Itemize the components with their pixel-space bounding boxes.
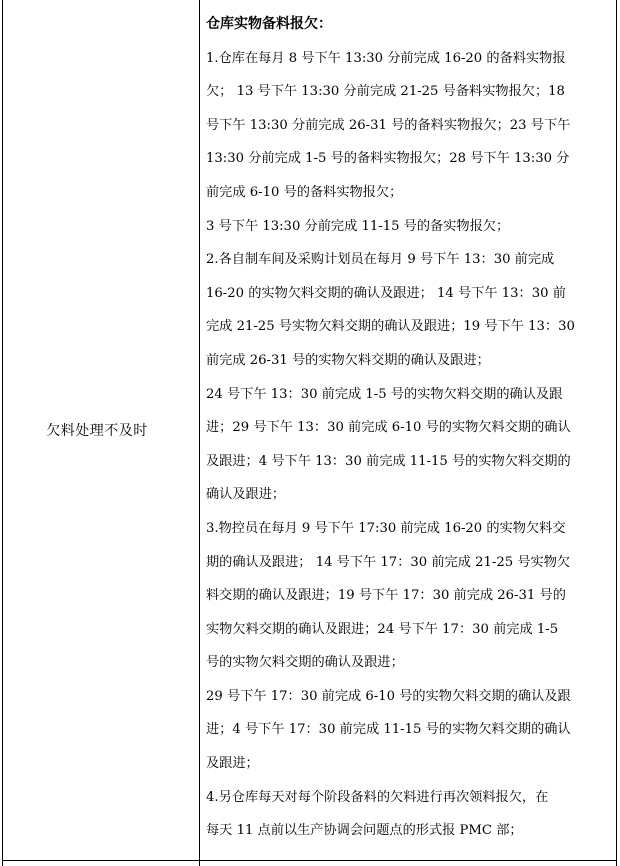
procedure-line: 号下午 13:30 分前完成 26-31 号的备料实物报欠；23 号下午 [206,117,571,133]
procedure-heading: 仓库实物备料报欠： [206,16,332,32]
procedure-line: 进；29 号下午 13：30 前完成 6-10 号的实物欠料交期的确认 [206,420,571,436]
procedure-line: 前完成 26-31 号的实物欠料交期的确认及跟进； [206,352,490,368]
procedure-line: 实物欠料交期的确认及跟进；24 号下午 17：30 前完成 1-5 [206,621,559,637]
procedure-line: 期的确认及跟进； 14 号下午 17：30 前完成 21-25 号实物欠 [206,554,571,570]
procedure-line: 及跟进；4 号下午 13：30 前完成 11-15 号的实物欠料交期的 [206,453,571,469]
table-border-right [616,0,617,866]
table-border-bottom [2,860,617,861]
procedure-line: 进；4 号下午 17：30 前完成 11-15 号的实物欠料交期的确认 [206,722,571,738]
issue-cell [3,0,199,860]
procedure-line: 29 号下午 17：30 前完成 6-10 号的实物欠料交期的确认及跟 [206,688,571,704]
procedure-line: 确认及跟进； [206,487,286,503]
procedure-line: 3 号下午 13:30 分前完成 11-15 号的备实物报欠； [206,218,510,234]
procedure-line: 24 号下午 13：30 前完成 1-5 号的实物欠料交期的确认及跟 [206,386,563,402]
procedure-line: 3.物控员在每月 9 号下午 17:30 前完成 16-20 的实物欠料交 [206,520,566,536]
procedure-line: 4.另仓库每天对每个阶段备料的欠料进行再次领料报欠，在 [206,789,549,805]
procedure-line: 欠； 13 号下午 13:30 分前完成 21-25 号备料实物报欠；18 [206,84,565,100]
procedure-line: 13:30 分前完成 1-5 号的备料实物报欠；28 号下午 13:30 分 [206,151,570,167]
procedure-line: 前完成 6-10 号的备料实物报欠； [206,184,403,200]
issue-label: 欠料处理不及时 [46,423,148,439]
procedure-line: 16-20 的实物欠料交期的确认及跟进； 14 号下午 13：30 前 [206,285,566,301]
procedure-line: 1.仓库在每月 8 号下午 13:30 分前完成 16-20 的备料实物报 [206,50,566,66]
procedure-line: 料交期的确认及跟进；19 号下午 17：30 前完成 26-31 号的 [206,588,566,604]
procedure-line: 2.各自制车间及采购计划员在每月 9 号下午 13：30 前完成 [206,252,555,268]
table-border-divider [199,0,200,866]
procedure-line: 及跟进； [206,756,259,772]
procedure-line: 完成 21-25 号实物欠料交期的确认及跟进；19 号下午 13：30 [206,319,575,335]
procedure-line: 每天 11 点前以生产协调会问题点的形式报 PMC 部； [206,823,523,839]
procedure-line: 号的实物欠料交期的确认及跟进； [206,655,404,671]
procedure-cell [206,8,608,848]
